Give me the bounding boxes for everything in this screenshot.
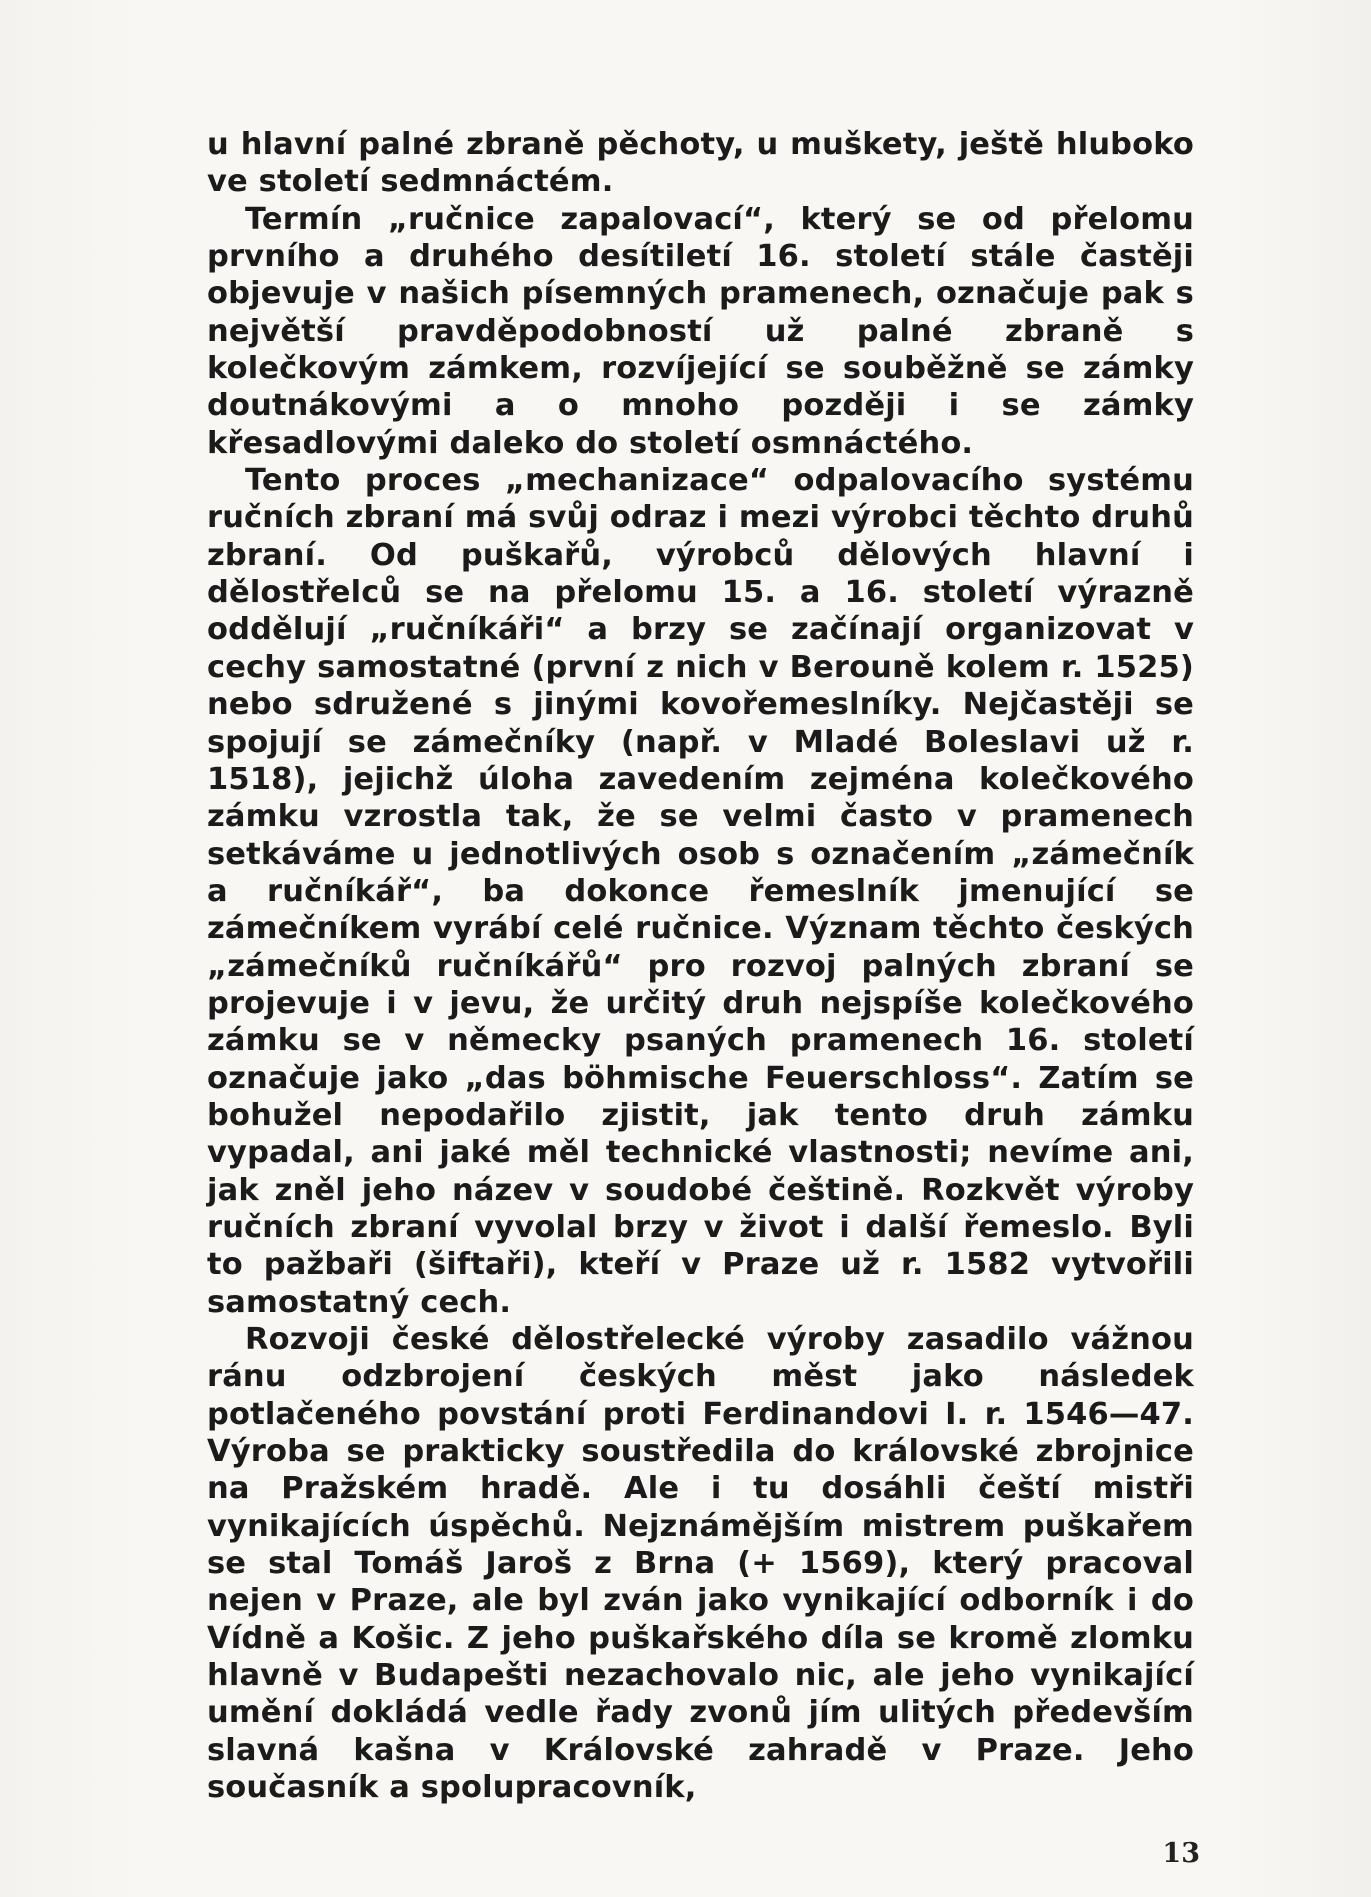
body-text	[207, 126, 1194, 1806]
paragraph-ignition-musket-term: Termín „ručnice zapalovací“, který se od přelomu prvního a druhého desítiletí 16. století stále častěji objevuje v našich písemných pramenech, označuje pak s největší pravděpodobností už palné zbraně s kolečkovým zámkem, rozvíjející se souběžně se zámky doutnákovými a o mnoho později i se zámky křesadlovými daleko do století osmnáctého.	[207, 201, 1194, 461]
page-number: 13	[1162, 1838, 1200, 1869]
paragraph-mechanization-guilds: Tento proces „mechanizace“ odpalovacího systému ručních zbraní má svůj odraz i mezi výrobci těchto druhů zbraní. Od puškařů, výrobců dělových hlavní i dělostřelců se na přelomu 15. a 16. století výrazně oddělují „ručníkáři“ a brzy se začínají organizovat v cechy samostatné (první z nich v Berouně kolem r. 1525) nebo sdružené s jinými kovořemeslníky. Nejčastěji se spojují se zámečníky (např. v Mladé Boleslavi už r. 1518), jejichž úloha zavedením zejména kolečkového zámku vzrostla tak, že se velmi často v pramenech setkáváme u jednotlivých osob s označením „zámečník a ručníkář“, ba dokonce řemeslník jmenující se zámečníkem vyrábí celé ručnice. Význam těchto českých „zámečníků ručníkářů“ pro rozvoj palných zbraní se projevuje i v jevu, že určitý druh nejspíše kolečkového zámku se v německy psaných pramenech 16. století označuje jako „das böhmische Feuerschloss“. Zatím se bohužel nepodařilo zjistit, jak tento druh zámku vypadal, ani jaké měl technické vlastnosti; nevíme ani, jak zněl jeho název v soudobé češtině. Rozkvět výroby ručních zbraní vyvolal brzy v život i další řemeslo. Byli to pažbaři (šiftaři), kteří v Praze už r. 1582 vytvořili samostatný cech.	[207, 463, 1194, 1320]
paragraph-continuation: u hlavní palné zbraně pěchoty, u muškety, ještě hluboko ve století sedmnáctém.	[207, 127, 1194, 200]
paragraph-artillery-production: Rozvoji české dělostřelecké výroby zasadilo vážnou ránu odzbrojení českých měst jako následek potlačeného povstání proti Ferdinandovi I. r. 1546—47. Výroba se prakticky soustředila do královské zbrojnice na Pražském hradě. Ale i tu dosáhli čeští mistři vynikajících úspěchů. Nejznámějším mistrem puškařem se stal Tomáš Jaroš z Brna (+ 1569), který pracoval nejen v Praze, ale byl zván jako vynikající odborník i do Vídně a Košic. Z jeho puškařského díla se kromě zlomku hlavně v Budapešti nezachovalo nic, ale jeho vynikající umění dokládá vedle řady zvonů jím ulitých především slavná kašna v Královské zahradě v Praze. Jeho současník a spolupracovník,	[207, 1322, 1194, 1806]
